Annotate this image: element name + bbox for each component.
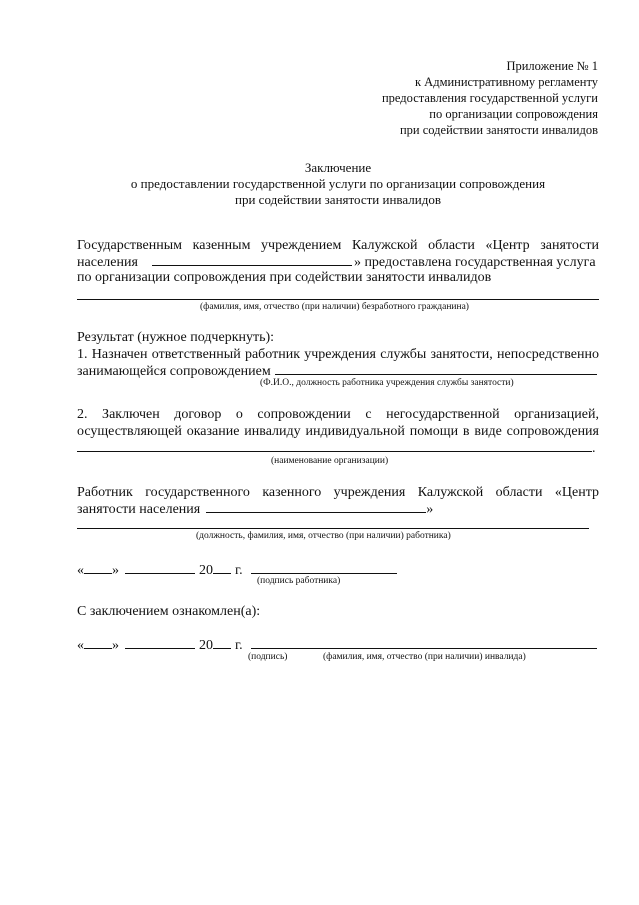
date-year-suffix: г. [235,563,243,578]
date-year-prefix: 20 [199,563,213,578]
worker-line-2-start: занятости населения [77,502,201,517]
citizen-name-line[interactable] [77,299,599,300]
center-name-blank[interactable] [152,253,352,266]
worker-line-2 [77,500,433,518]
title-line: при содействии занятости инвалидов [235,192,441,207]
organization-line [77,439,599,457]
result-item-2-line-1: 2. Заключен договор о сопровождении с негосударственной организацией, [77,407,599,422]
title-line: Заключение [304,160,372,175]
worker-signature-blank[interactable] [251,561,397,574]
intro-line-3: по организации сопровождения при содействии занятости инвалидов [77,270,492,285]
date2-close-quote: » [112,638,119,653]
result-item-1-line-1: 1. Назначен ответственный работник учреждения службы занятости, непосредственно [77,347,599,362]
date2-year-blank[interactable] [213,636,231,649]
annex-line: Приложение № 1 [506,59,598,73]
invalid-signature-caption: (подпись) [248,652,288,662]
date-day-blank[interactable] [84,561,112,574]
annex-line: к Административному регламенту [414,75,598,89]
annex-line: предоставления государственной услуги [381,91,598,105]
result-item-1-line-2-text: занимающейся сопровождением [77,364,271,379]
worker-signature-caption: (подпись работника) [257,576,341,586]
date-open-quote: « [77,563,84,578]
worker-line-2-end: » [426,502,434,517]
invalid-name-blank[interactable] [337,636,597,649]
date-year-blank[interactable] [213,561,231,574]
acquainted-heading: С заключением ознакомлен(а): [77,604,261,619]
worker-details-caption: (должность, фамилия, имя, отчество (при наличии) работника) [196,531,451,541]
annex-line: по организации сопровождения [429,107,598,121]
document-title [77,160,599,208]
responsible-worker-caption: (Ф.И.О., должность работника учреждения службы занятости) [260,378,514,388]
citizen-name-caption: (фамилия, имя, отчество (при наличии) безработного гражданина) [200,302,469,312]
worker-details-line[interactable] [77,528,589,529]
invalid-signature-blank[interactable] [251,636,337,649]
result-item-2-line-2: осуществляющей оказание инвалиду индивидуальной помощи в виде сопровождения [77,424,599,439]
date2-open-quote: « [77,638,84,653]
intro-line-2-end: » предоставлена государственная услуга [353,255,596,270]
date-close-quote: » [112,563,119,578]
date-line-1 [77,561,397,579]
organization-name-blank[interactable] [77,439,592,452]
organization-caption: (наименование организации) [271,456,389,466]
title-line: о предоставлении государственной услуги по организации сопровождения [130,176,546,191]
invalid-name-caption: (фамилия, имя, отчество (при наличии) инвалида) [323,652,526,662]
worker-line-1: Работник государственного казенного учреждения Калужской области «Центр [77,485,599,500]
responsible-worker-blank[interactable] [275,362,597,375]
annex-line: при содействии занятости инвалидов [399,123,598,137]
result-heading: Результат (нужное подчеркнуть): [77,330,275,345]
annex-block [298,58,598,138]
date2-month-blank[interactable] [125,636,195,649]
date2-year-prefix: 20 [199,638,213,653]
center-name-blank-2[interactable] [206,500,426,513]
date2-day-blank[interactable] [84,636,112,649]
intro-line-2-start: населения [77,255,138,270]
intro-line-1: Государственным казенным учреждением Калужской области «Центр занятости [77,238,599,253]
organization-line-end: . [592,441,596,456]
date-month-blank[interactable] [125,561,195,574]
date2-year-suffix: г. [235,638,243,653]
